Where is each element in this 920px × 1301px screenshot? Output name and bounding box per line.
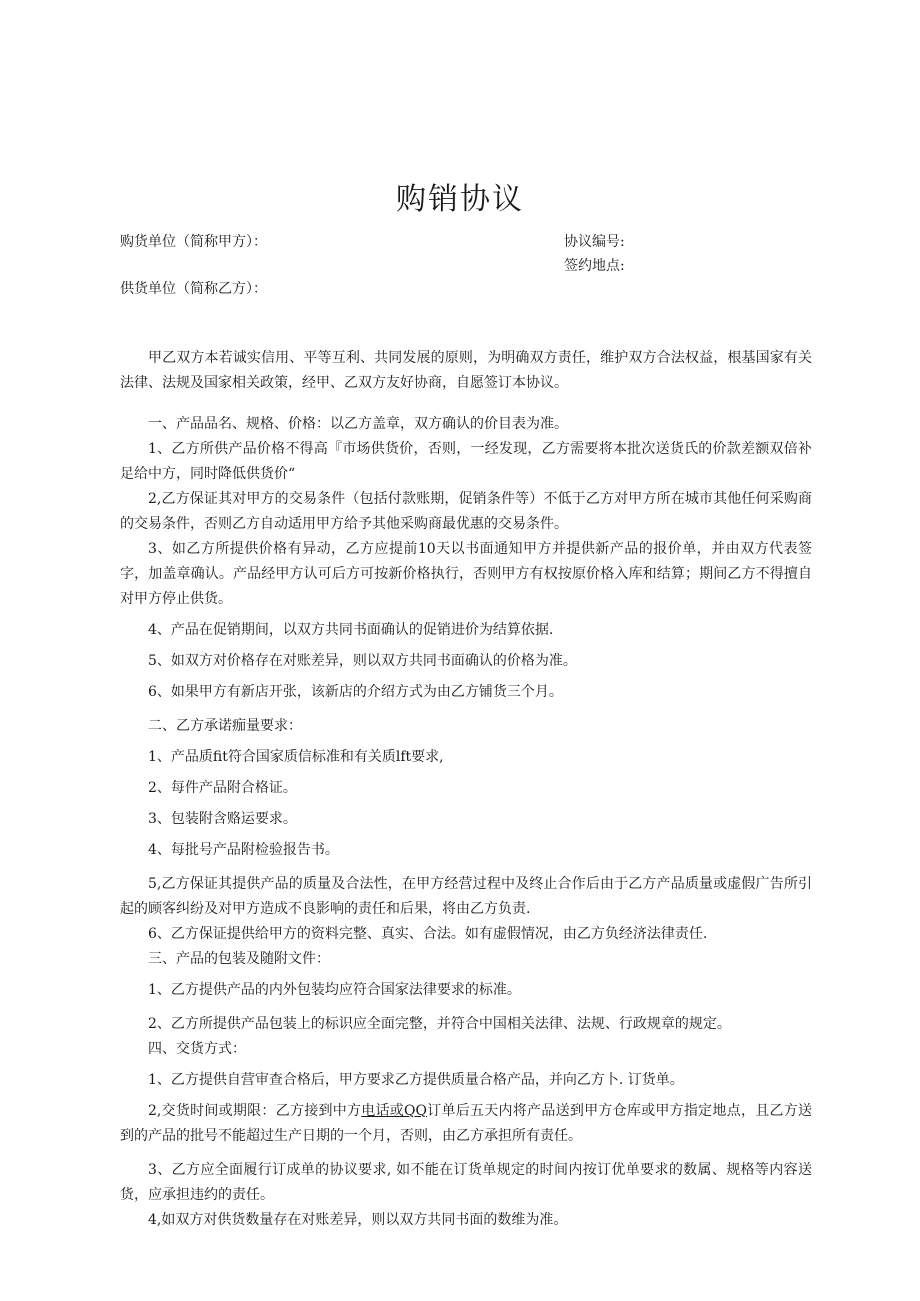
section4-item: 3、乙方应全面履行订成单的协议要求, 如不能在订货单规定的时间内按订优单要求的数属、规格等内容送货，应承担违约的责任。 <box>120 1162 812 1203</box>
section3-item: 1、乙方提供产品的内外包装均应符合国家法律要求的标准。 <box>148 982 521 998</box>
page-title: 购销协议 <box>396 182 524 217</box>
section1-item: 3、如乙方所提供价格有异动，乙方应提前10天以书面通知甲方并提供新产品的报价单，并由双方代表签字，加盖章确认。产品经甲方认可后方可按新价格执行，否则甲方有权按原价格入库和结算；期间乙方不得擅自对甲方停止供货。 <box>120 541 812 607</box>
sign-place-label: 签约地点: <box>564 258 625 274</box>
section4-item2-text: 订单后五天内将产品送到甲方仓库或甲方指定地点，且乙方送到的产品的批号不能超过生产日期的一个月，否则，由乙方承担所有责任。 <box>120 1103 812 1144</box>
section2-item: 1、产品质fit符合国家质信标准和有关质lft要求, <box>148 749 444 765</box>
section3-heading: 三、产品的包装及随附文件： <box>148 951 330 967</box>
section2-item: 5,乙方保证其提供产品的质量及合法性，在甲方经营过程中及终止合作后由于乙方产品质量或虚假广告所引起的顾客纠纷及对甲方造成不良影响的责任和后果，将由乙方负责. <box>120 876 812 917</box>
section2-item: 2、每件产品附合格证。 <box>148 780 297 796</box>
section4-item: 1、乙方提供自营审查合格后，甲方要求乙方提供质量合格产品，并向乙方卜. 订货单。 <box>148 1072 684 1088</box>
agreement-no-label: 协议编号: <box>564 234 625 250</box>
section2-item: 3、包装附含赂运要求。 <box>148 811 297 827</box>
agreement-body <box>120 346 812 1233</box>
section1-heading: 一、产品品名、规格、价格：以乙方盖章，双方确认的价目表为准。 <box>148 416 568 432</box>
section2-heading: 二、乙方承诺痂量要求： <box>148 718 302 734</box>
section2-item: 6、乙方保证提供给甲方的资料完整、真实、合法。如有虚假情况，由乙方负经济法律责任. <box>148 926 708 942</box>
section4-item <box>120 1099 812 1149</box>
section4-item2-text: 2,交货时间或期限：乙方接到中方 <box>148 1103 362 1119</box>
section4-heading: 四、交货方式： <box>148 1041 246 1057</box>
section1-item: 4、产品在促销期间，以双方共同书面确认的促销进价为结算依据. <box>148 622 554 638</box>
intro-paragraph: 甲乙双方本若诚实信用、平等互利、共同发展的原则，为明确双方责任，维护双方合法权益，根基国家有关法律、法规及国家相关政策，经甲、乙双方友好协商，自愿签订本协议。 <box>120 350 812 391</box>
section2-item: 4、每批号产品附检验报告书。 <box>148 842 339 858</box>
section3-item: 2、乙方所提供产品包装上的标识应全面完整，并符合中国相关法律、法规、行政规章的规定。 <box>148 1016 731 1032</box>
buyer-label: 购货单位（简称甲方）： <box>120 234 267 250</box>
section1-item: 2,乙方保证其对甲方的交易条件（包括付款账期，促销条件等）不低于乙方对甲方所在城市其他任何采购商的交易条件，否则乙方自动适用甲方给予其他采购商最优惠的交易条件。 <box>120 491 812 532</box>
section4-item: 4,如双方对供货数量存在对账差异，则以双方共同书面的数维为准。 <box>148 1212 568 1228</box>
section1-item: 5、如双方对价格存在对账差异，则以双方共同书面确认的价格为准。 <box>148 653 577 669</box>
section1-item: 1、乙方所供产品价格不得高『市场供货价，否则，一经发现，乙方需要将本批次送货氏的价款差额双倍补足给中方，同时降低供货价“ <box>120 441 812 482</box>
section1-item: 6、如果甲方有新店开张，该新店的介绍方式为由乙方铺货三个月。 <box>148 684 563 700</box>
phone-or-qq-link: 电话或QQ <box>361 1103 427 1119</box>
supplier-label: 供货单位（简称乙方）： <box>120 281 267 297</box>
